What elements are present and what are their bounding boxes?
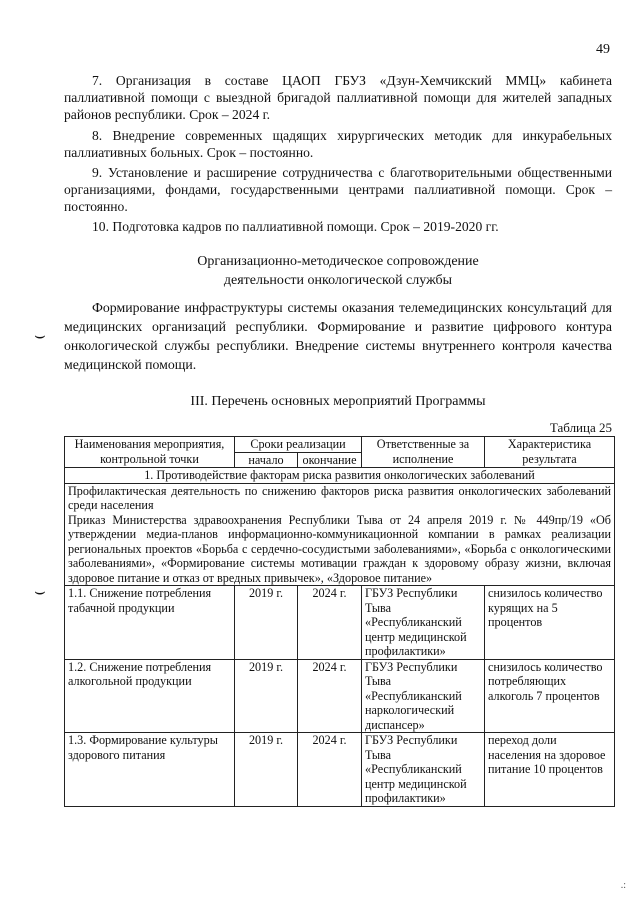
header-activity-name: Наименования мероприятия, контрольной точки [65,437,235,468]
row-responsible: ГБУЗ Республики Тыва «Республиканский центр медицинской профилактики» [362,586,485,660]
row-result: снизилось количество курящих на 5 процентов [485,586,615,660]
row-start: 2019 г. [235,586,298,660]
table-order-text: Приказ Министерства здравоохранения Республики Тыва от 24 апреля 2019 г. № 449пр/19 «Об утверждении медиа-планов информационно-коммуникационной компании в рамках реализации региональных проектов «Борьба с сердечно-сосудистыми заболеваниями», «Борьба с онкологическими заболеваниями», «Формирование системы мотивации граждан к здоровому образу жизни, включая здоровое питание и отказ от вредных привычек», «Здоровое питание» [68,512,611,585]
table-section-title: 1. Противодействие факторам риска развития онкологических заболеваний [65,468,615,484]
row-responsible: ГБУЗ Республики Тыва «Республиканский наркологический диспансер» [362,659,485,733]
section-paragraph: Формирование инфраструктуры системы оказания телемедицинских консультаций для медицинских организаций республики. Формирование и развитие цифрового контура онкологической службы республики. Внедрение системы внутреннего контроля качества медицинской помощи. [64,300,612,372]
row-activity-name: 1.1. Снижение потребления табачной продукции [65,586,235,660]
table-description-cell [65,483,615,586]
section-heading-line1: Организационно-методическое сопровождение [197,254,479,269]
header-result: Характеристика результата [485,437,615,468]
row-end: 2024 г. [298,659,362,733]
page-number: 49 [596,42,610,57]
intro-item-9: 9. Установление и расширение сотрудничества с благотворительными общественными организациями, фондами, государственными центрами паллиативной помощи. Срок – постоянно. [64,165,612,214]
row-start: 2019 г. [235,733,298,807]
header-start: начало [235,452,298,468]
row-activity-name: 1.2. Снижение потребления алкогольной продукции [65,659,235,733]
table-row [65,586,615,660]
intro-item-8: 8. Внедрение современных щадящих хирургических методик для инкурабельных паллиативных больных. Срок – постоянно. [64,128,612,160]
header-end: окончание [298,452,362,468]
intro-item-7: 7. Организация в составе ЦАОП ГБУЗ «Дзун-Хемчикский ММЦ» кабинета паллиативной помощи с выездной бригадой паллиативной помощи для жителей западных районов республики. Срок – 2024 г. [64,73,612,122]
intro-item-10: 10. Подготовка кадров по паллиативной помощи. Срок – 2019-2020 гг. [92,219,499,234]
table-row [65,659,615,733]
row-responsible: ГБУЗ Республики Тыва «Республиканский центр медицинской профилактики» [362,733,485,807]
header-timing: Сроки реализации [235,437,362,453]
table-row [65,733,615,807]
row-activity-name: 1.3. Формирование культуры здорового питания [65,733,235,807]
header-responsible: Ответственные за исполнение [362,437,485,468]
activities-table [64,436,615,807]
row-result: снизилось количество потребляющих алкоголь 7 процентов [485,659,615,733]
row-start: 2019 г. [235,659,298,733]
corner-mark: .: [620,880,626,891]
table-description: Профилактическая деятельность по снижению факторов риска развития онкологических заболеваний среди населения [68,483,611,512]
row-end: 2024 г. [298,733,362,807]
row-end: 2024 г. [298,586,362,660]
chapter-title: III. Перечень основных мероприятий Программы [190,394,486,409]
section-heading [64,252,612,290]
margin-mark-2: ⌣ [34,581,46,601]
table-caption: Таблица 25 [549,420,612,435]
margin-mark-1: ⌣ [34,325,46,345]
row-result: переход доли населения на здоровое питание 10 процентов [485,733,615,807]
section-heading-line2: деятельности онкологической службы [223,273,453,288]
